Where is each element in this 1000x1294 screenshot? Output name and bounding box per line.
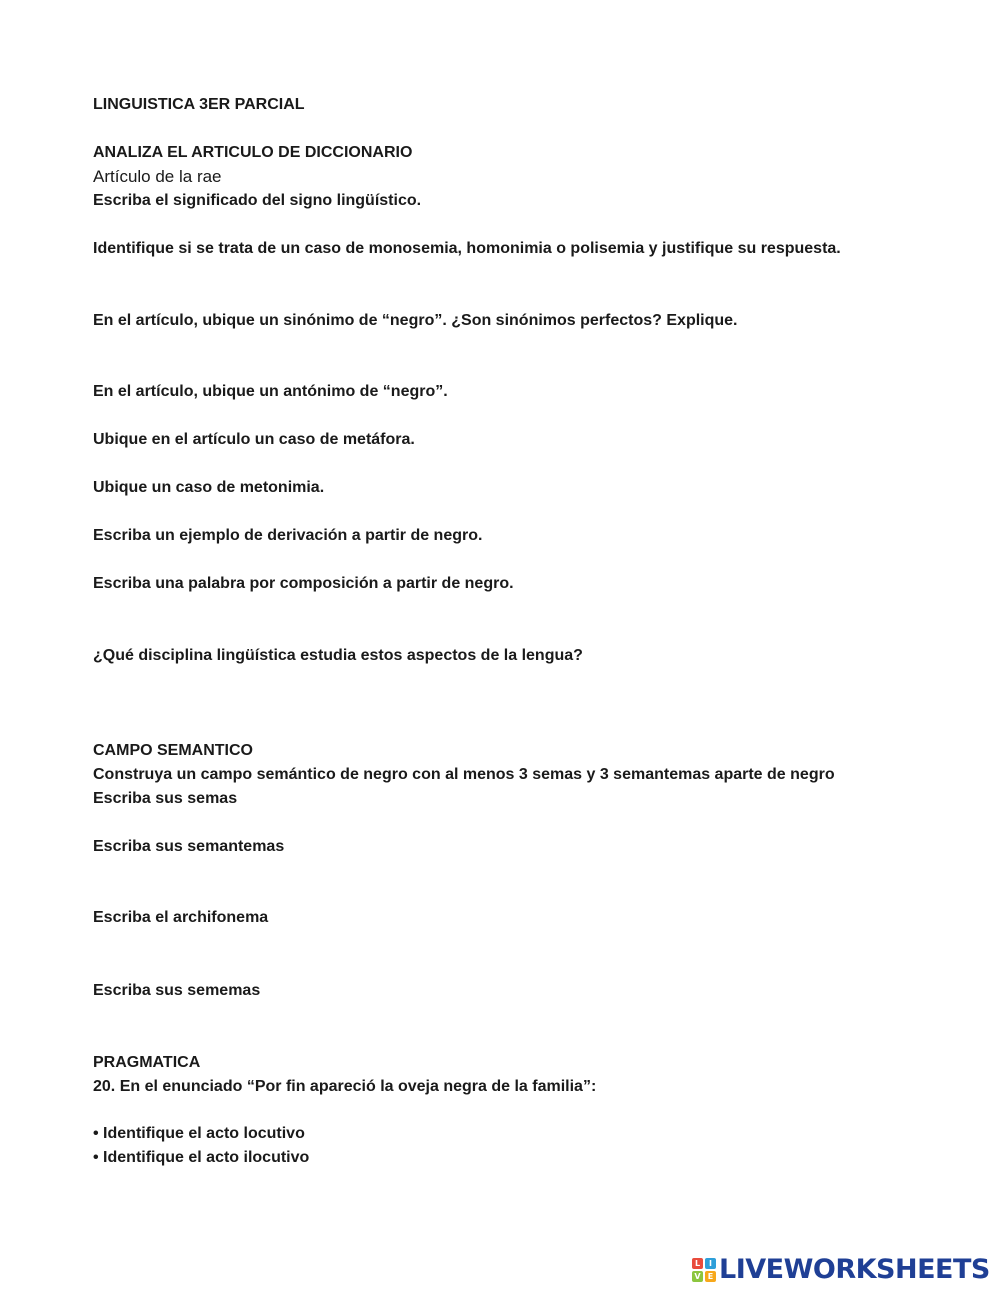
logo-mark-cell: I [705, 1258, 716, 1269]
liveworksheets-logo [692, 1255, 990, 1285]
question-antonimo: En el artículo, ubique un antónimo de “negro”. [93, 383, 448, 400]
bullet-ilocutivo: • Identifique el acto ilocutivo [93, 1149, 310, 1166]
section-subtitle: Artículo de la rae [93, 167, 222, 186]
question-metonimia: Ubique un caso de metonimia. [93, 479, 325, 496]
document-title: LINGUISTICA 3ER PARCIAL [93, 96, 305, 113]
section-heading-pragmatica: PRAGMATICA [93, 1054, 201, 1071]
item-sememas: Escriba sus sememas [93, 982, 261, 999]
question-derivacion: Escriba un ejemplo de derivación a partir de negro. [93, 527, 483, 544]
pragmatica-question: 20. En el enunciado “Por fin apareció la oveja negra de la familia”: [93, 1078, 597, 1095]
logo-text: LIVEWORKSHEETS [719, 1254, 990, 1285]
question-sinonimo: En el artículo, ubique un sinónimo de “negro”. ¿Son sinónimos perfectos? Explique. [93, 312, 738, 329]
liveworksheets-mark-icon [692, 1258, 716, 1282]
campo-instruction: Construya un campo semántico de negro con al menos 3 semas y 3 semantemas aparte de negro [93, 766, 835, 783]
question-disciplina: ¿Qué disciplina lingüística estudia estos aspectos de la lengua? [93, 647, 583, 664]
logo-mark-cell: V [692, 1271, 703, 1282]
question-metafora: Ubique en el artículo un caso de metáfora. [93, 431, 415, 448]
section-heading-campo-semantico: CAMPO SEMANTICO [93, 742, 253, 759]
section-heading-dictionary: ANALIZA EL ARTICULO DE DICCIONARIO [93, 144, 413, 161]
bullet-locutivo: • Identifique el acto locutivo [93, 1125, 305, 1142]
question-signo: Escriba el significado del signo lingüístico. [93, 192, 422, 209]
logo-mark-cell: E [705, 1271, 716, 1282]
item-archifonema: Escriba el archifonema [93, 909, 269, 926]
question-polisemia: Identifique si se trata de un caso de monosemia, homonimia o polisemia y justifique su respuesta. [93, 240, 841, 257]
item-semantemas: Escriba sus semantemas [93, 838, 285, 855]
item-semas: Escriba sus semas [93, 790, 238, 807]
logo-mark-cell: L [692, 1258, 703, 1269]
question-composicion: Escriba una palabra por composición a partir de negro. [93, 575, 514, 592]
